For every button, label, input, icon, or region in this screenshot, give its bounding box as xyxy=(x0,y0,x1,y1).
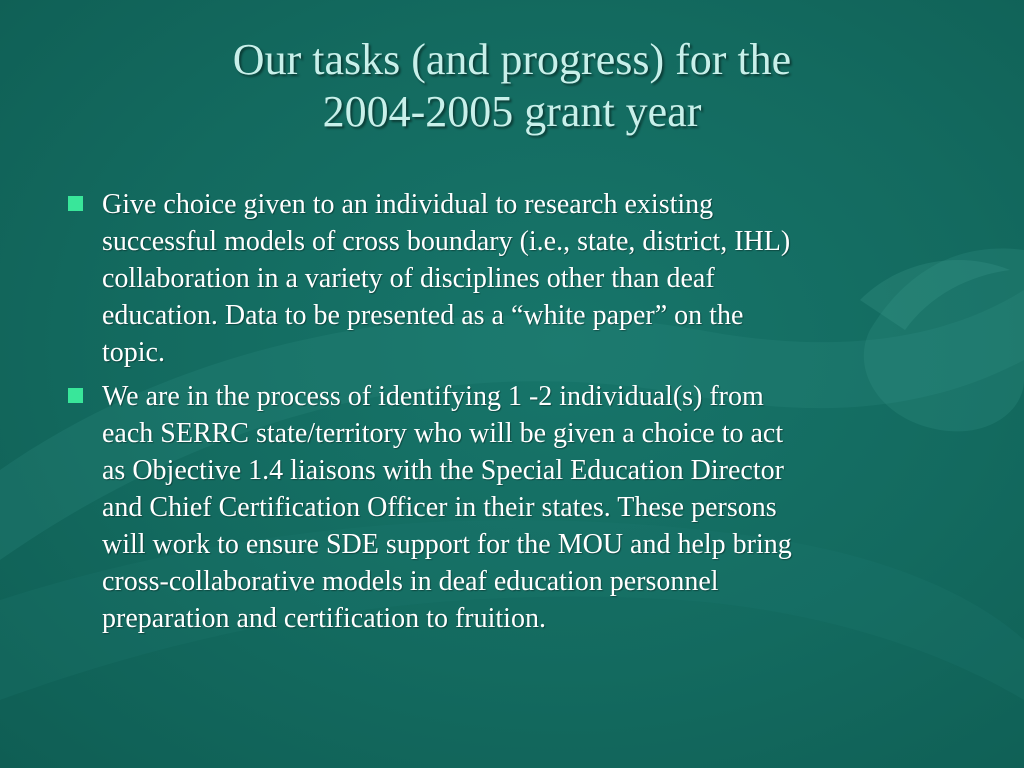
bullet-text-line: and Chief Certification Officer in their states. These persons xyxy=(102,492,777,523)
bullet-item-1 xyxy=(60,186,960,371)
bullet-text-line: We are in the process of identifying 1 -2 individual(s) from xyxy=(102,381,764,412)
square-bullet-icon xyxy=(68,196,83,211)
bullet-item-2 xyxy=(60,378,960,637)
bullet-text-line: collaboration in a variety of disciplines other than deaf xyxy=(102,263,715,294)
slide-title-line-2: 2004-2005 grant year xyxy=(322,87,702,136)
bullet-text-line: cross-collaborative models in deaf education personnel xyxy=(102,566,719,597)
bullet-text-line: education. Data to be presented as a “white paper” on the xyxy=(102,300,744,331)
bullet-text-line: successful models of cross boundary (i.e., state, district, IHL) xyxy=(102,226,791,257)
bullet-text-line: each SERRC state/territory who will be given a choice to act xyxy=(102,418,784,449)
square-bullet-icon xyxy=(68,388,83,403)
bullet-list xyxy=(60,186,960,644)
bullet-text-line: as Objective 1.4 liaisons with the Special Education Director xyxy=(102,455,784,486)
bullet-text-line: Give choice given to an individual to research existing xyxy=(102,189,714,220)
bullet-text-line: will work to ensure SDE support for the MOU and help bring xyxy=(102,529,792,560)
bullet-text-line: topic. xyxy=(102,337,165,368)
bullet-text-line: preparation and certification to fruition. xyxy=(102,603,546,634)
slide-title-line-1: Our tasks (and progress) for the xyxy=(232,35,792,84)
slide-title xyxy=(60,34,964,138)
